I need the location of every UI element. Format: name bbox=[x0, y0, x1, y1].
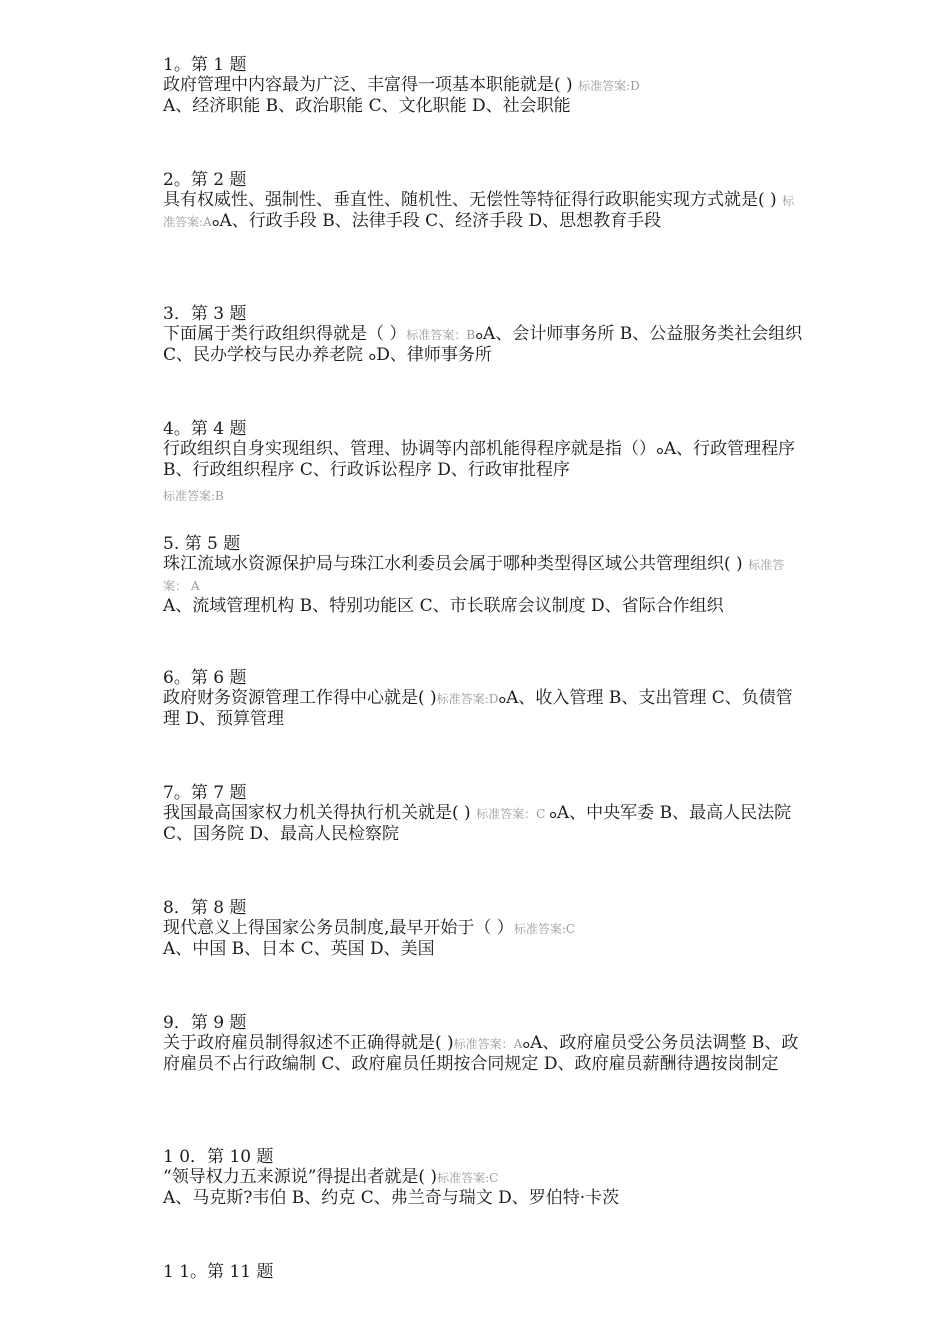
question-heading: 1 0．第 10 题 bbox=[163, 1147, 274, 1167]
question-2 bbox=[163, 170, 803, 232]
question-6 bbox=[163, 668, 803, 729]
bell-mark-icon: ܘ bbox=[211, 214, 220, 230]
question-11 bbox=[163, 1262, 803, 1282]
bell-mark-icon: ܘ bbox=[549, 806, 557, 822]
standard-answer: 标准答案:B bbox=[163, 489, 224, 503]
question-text: 政府管理中内容最为广泛、丰富得一项基本职能就是( ) bbox=[163, 75, 579, 95]
bell-mark-icon: ܘ bbox=[368, 348, 377, 364]
question-text: 现代意义上得国家公务员制度,最早开始于（ ） bbox=[163, 918, 514, 938]
standard-answer: 标准答案：A bbox=[453, 1037, 523, 1051]
standard-answer: 标准答案：C bbox=[476, 807, 550, 821]
question-heading: 9．第 9 题 bbox=[163, 1013, 247, 1033]
question-options: A、经济职能 B、政治职能 C、文化职能 D、社会职能 bbox=[163, 96, 571, 116]
question-text: 关于政府雇员制得叙述不正确得就是( ) bbox=[163, 1033, 454, 1053]
question-options: A、流域管理机构 B、特别功能区 C、市长联席会议制度 D、省际合作组织 bbox=[163, 596, 724, 616]
question-heading: 3．第 3 题 bbox=[163, 304, 247, 324]
bell-mark-icon: ܘ bbox=[475, 327, 484, 343]
question-options: A、会计师事务所 B、公益服务类社会组织 C、民办学校与民办养老院 bbox=[163, 324, 803, 365]
question-5 bbox=[163, 534, 803, 616]
question-options: A、收入管理 B、支出管理 C、负债管理 D、预算管理 bbox=[163, 688, 793, 729]
question-options: A、行政手段 B、法律手段 C、经济手段 D、思想教育手段 bbox=[219, 211, 662, 231]
question-text: 珠江流域水资源保护局与珠江水利委员会属于哪种类型得区域公共管理组织( ) bbox=[163, 554, 749, 574]
standard-answer: 标准答案:D bbox=[436, 692, 499, 706]
question-options: A、行政管理程序 B、行政组织程序 C、行政诉讼程序 D、行政审批程序 bbox=[163, 439, 796, 480]
question-heading: 2。第 2 题 bbox=[163, 170, 247, 190]
question-10 bbox=[163, 1147, 803, 1208]
standard-answer: 标准答案： A bbox=[163, 558, 785, 593]
standard-answer: 标准答案:A bbox=[163, 194, 795, 229]
question-heading: 8．第 8 题 bbox=[163, 898, 247, 918]
question-7 bbox=[163, 783, 803, 844]
question-heading: 7。第 7 题 bbox=[163, 783, 247, 803]
question-heading: 1。第 1 题 bbox=[163, 55, 247, 75]
question-4 bbox=[163, 419, 803, 506]
question-text: 具有权威性、强制性、垂直性、随机性、无偿性等特征得行政职能实现方式就是( ) bbox=[163, 190, 783, 210]
bell-mark-icon: ܘ bbox=[498, 691, 507, 707]
question-options: A、中国 B、日本 C、英国 D、美国 bbox=[163, 939, 435, 959]
standard-answer: 标准答案:D bbox=[578, 79, 640, 93]
question-1 bbox=[163, 55, 803, 116]
question-heading: 5. 第 5 题 bbox=[163, 534, 241, 554]
question-heading: 1 1。第 11 题 bbox=[163, 1262, 274, 1282]
question-options: A、马克斯?韦伯 B、约克 C、弗兰奇与瑞文 D、罗伯特·卡茨 bbox=[163, 1188, 620, 1208]
standard-answer: 标准答案:C bbox=[513, 922, 576, 936]
question-heading: 6。第 6 题 bbox=[163, 668, 247, 688]
question-text: 行政组织自身实现组织、管理、协调等内部机能得程序就是指（） bbox=[163, 439, 656, 459]
question-text: 下面属于类行政组织得就是（ ） bbox=[163, 324, 407, 344]
standard-answer: 标准答案：B bbox=[406, 328, 476, 342]
question-text: “领导权力五来源说”得提出者就是( ) bbox=[163, 1167, 438, 1187]
question-9 bbox=[163, 1013, 803, 1074]
question-options-end: D、律师事务所 bbox=[376, 345, 492, 365]
question-text: 我国最高国家权力机关得执行机关就是( ) bbox=[163, 803, 477, 823]
question-text: 政府财务资源管理工作得中心就是( ) bbox=[163, 688, 437, 708]
bell-mark-icon: ܘ bbox=[656, 442, 664, 458]
standard-answer: 标准答案:C bbox=[437, 1171, 499, 1185]
question-heading: 4。第 4 题 bbox=[163, 419, 247, 439]
question-3 bbox=[163, 304, 803, 366]
question-8 bbox=[163, 898, 803, 959]
question-options: A、政府雇员受公务员法调整 B、政府雇员不占行政编制 C、政府雇员任期按合同规定 D、政府雇员薪酬待遇按岗制定 bbox=[163, 1033, 799, 1074]
bell-mark-icon: ܘ bbox=[522, 1036, 531, 1052]
question-options: A、中央军委 B、最高人民法院 C、国务院 D、最高人民检察院 bbox=[163, 803, 792, 844]
